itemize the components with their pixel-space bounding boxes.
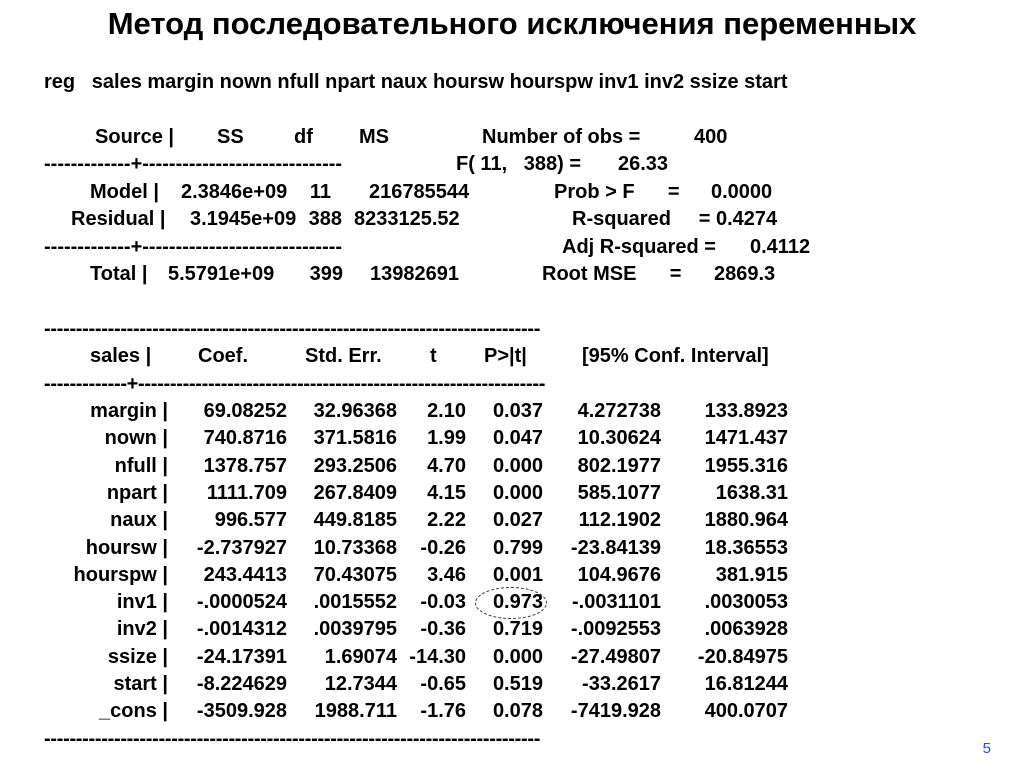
coef-t: -0.65 (420, 673, 466, 695)
anova-separator-row (44, 152, 669, 176)
coef-std-err: 293.2506 (313, 455, 397, 477)
anova-ms: 216785544 (369, 181, 470, 203)
coef-ci-high: 18.36553 (704, 537, 788, 559)
coef-mid-rule: -------------+---------------------------------------------------------------- (44, 373, 546, 395)
anova-ms: 13982691 (370, 263, 459, 285)
coef-std-err: 32.96368 (313, 400, 397, 422)
coef-value: 69.08252 (203, 400, 287, 422)
coef-value: 1378.757 (203, 455, 287, 477)
coef-bottom-rule: ------------------------------------------------------------------------------ (44, 728, 541, 750)
coef-ci-high: 16.81244 (704, 673, 788, 695)
coef-ci-high: 133.8923 (704, 400, 788, 422)
coef-ci-high: -20.84975 (697, 646, 788, 668)
coef-t: 4.70 (427, 455, 466, 477)
coef-p: 0.000 (492, 455, 543, 477)
coef-var: hourspw | (73, 564, 168, 586)
coef-ci-high: 1638.31 (715, 482, 788, 504)
coef-t: 2.22 (427, 509, 466, 531)
coef-ci-low: -7419.928 (570, 700, 661, 722)
coef-value: 996.577 (214, 509, 287, 531)
coef-ci-high: .0030053 (704, 591, 788, 613)
coef-ci-low: -33.2617 (582, 673, 661, 695)
coef-std-err: 70.43075 (313, 564, 397, 586)
anova-row-total (44, 262, 776, 286)
coef-value: -.0014312 (196, 618, 287, 640)
coef-p: 0.799 (492, 537, 543, 559)
anova-ss: 5.5791e+09 (168, 263, 275, 285)
page-number: 5 (982, 740, 991, 757)
coef-header-var: sales | (90, 345, 152, 367)
anova-row-residual (44, 207, 778, 231)
stat-value: 400 (694, 126, 728, 148)
anova-header (44, 125, 728, 149)
coef-ci-low: 112.1902 (578, 509, 661, 531)
coef-p: 0.000 (492, 646, 543, 668)
anova-row-model (44, 180, 773, 204)
coef-ci-high: 400.0707 (704, 700, 788, 722)
coef-ci-high: 381.915 (715, 564, 788, 586)
stat-label: Prob > F = (554, 181, 680, 203)
anova-ss: 2.3846e+09 (181, 181, 288, 203)
coef-ci-high: 1880.964 (704, 509, 788, 531)
anova-source: Model | (90, 181, 159, 203)
coef-ci-high: 1471.437 (704, 427, 788, 449)
coef-var: hoursw | (85, 537, 168, 559)
coef-ci-low: -.0092553 (570, 618, 661, 640)
coef-t: -14.30 (409, 646, 466, 668)
anova-df: 388 (308, 208, 342, 230)
coef-value: 1111.709 (206, 482, 287, 504)
coef-p: 0.973 (492, 591, 543, 613)
coef-p: 0.519 (492, 673, 543, 695)
anova-separator: -------------+------------------------------ (44, 236, 343, 258)
coef-p: 0.027 (492, 509, 543, 531)
coef-t: -0.26 (420, 537, 466, 559)
coef-std-err: 267.8409 (313, 482, 397, 504)
coef-var: inv1 | (116, 591, 168, 613)
coef-var: naux | (110, 509, 168, 531)
anova-separator-row-2 (44, 235, 811, 259)
slide-title: Метод последовательного исключения переменных (107, 6, 917, 41)
highlight-circle (475, 587, 547, 619)
coef-top-rule: ------------------------------------------------------------------------------ (44, 318, 541, 340)
anova-ss: 3.1945e+09 (190, 208, 297, 230)
coef-var: margin | (90, 400, 168, 422)
stat-label: R-squared = (572, 208, 711, 230)
coef-t: 3.46 (427, 564, 466, 586)
coef-t: -0.03 (420, 591, 466, 613)
coef-header-coef: Coef. (198, 345, 248, 367)
anova-separator: -------------+------------------------------ (44, 153, 343, 175)
coef-var: ssize | (107, 646, 168, 668)
anova-ms: 8233125.52 (354, 208, 460, 230)
anova-header-source: Source | (95, 126, 174, 148)
coef-header-se: Std. Err. (305, 345, 382, 367)
coef-std-err: 371.5816 (313, 427, 397, 449)
coef-p: 0.037 (492, 400, 543, 422)
coef-var: _cons | (99, 700, 168, 722)
coef-t: -1.76 (420, 700, 466, 722)
coef-p: 0.047 (492, 427, 543, 449)
anova-source: Total | (90, 263, 148, 285)
stat-label: Adj R-squared = (562, 236, 716, 258)
coef-std-err: 1988.711 (314, 700, 397, 722)
coef-ci-low: 802.1977 (577, 455, 661, 477)
stat-value: 2869.3 (714, 263, 776, 285)
coef-value: -.0000524 (196, 591, 287, 613)
coef-ci-low: -23.84139 (570, 537, 661, 559)
stat-value: 0.4112 (750, 236, 811, 258)
coef-var: inv2 | (116, 618, 168, 640)
coef-std-err: 10.73368 (313, 537, 397, 559)
coef-ci-low: -.0031101 (572, 591, 661, 613)
stat-value: 26.33 (618, 153, 669, 175)
coef-ci-low: 10.30624 (577, 427, 661, 449)
coef-ci-low: 4.272738 (577, 400, 661, 422)
stat-label: Number of obs = (482, 126, 641, 148)
coef-value: -2.737927 (196, 537, 287, 559)
coef-header-p: P>|t| (484, 345, 527, 367)
coef-header-t: t (430, 345, 437, 367)
coef-std-err: .0039795 (313, 618, 397, 640)
coef-ci-high: .0063928 (704, 618, 788, 640)
coef-value: -24.17391 (196, 646, 287, 668)
anova-header-ss: SS (217, 126, 244, 148)
coef-ci-low: 585.1077 (577, 482, 661, 504)
coef-t: -0.36 (420, 618, 466, 640)
stat-value: 0.4274 (716, 208, 778, 230)
coef-p: 0.001 (492, 564, 543, 586)
coef-value: 243.4413 (203, 564, 287, 586)
coef-value: -3509.928 (196, 700, 287, 722)
coef-var: nown | (104, 427, 168, 449)
coef-ci-low: 104.9676 (577, 564, 661, 586)
coef-std-err: .0015552 (313, 591, 397, 613)
stat-label: Root MSE = (542, 263, 682, 285)
coef-header (44, 344, 769, 368)
coef-var: nfull | (114, 455, 168, 477)
anova-header-df: df (294, 126, 313, 148)
coef-p: 0.078 (492, 700, 543, 722)
coef-std-err: 12.7344 (324, 673, 397, 695)
stat-label: F( 11, 388) = (456, 153, 582, 175)
coef-std-err: 449.8185 (313, 509, 397, 531)
coef-value: -8.224629 (196, 673, 287, 695)
coef-ci-high: 1955.316 (704, 455, 788, 477)
coef-t: 1.99 (427, 427, 466, 449)
coef-std-err: 1.69074 (324, 646, 397, 668)
anova-source: Residual | (71, 208, 166, 230)
coef-p: 0.719 (492, 618, 543, 640)
coef-p: 0.000 (492, 482, 543, 504)
anova-df: 11 (309, 181, 331, 203)
coef-var: npart | (106, 482, 168, 504)
coef-value: 740.8716 (203, 427, 287, 449)
anova-header-ms: MS (359, 126, 389, 148)
coef-header-ci: [95% Conf. Interval] (582, 345, 769, 367)
coef-t: 2.10 (427, 400, 466, 422)
anova-df: 399 (309, 263, 343, 285)
coef-var: start | (113, 673, 168, 695)
stat-value: 0.0000 (711, 181, 773, 203)
coef-ci-low: -27.49807 (570, 646, 661, 668)
regression-command: reg sales margin nown nfull npart naux hoursw hourspw inv1 inv2 ssize start (44, 71, 788, 93)
coef-t: 4.15 (427, 482, 466, 504)
